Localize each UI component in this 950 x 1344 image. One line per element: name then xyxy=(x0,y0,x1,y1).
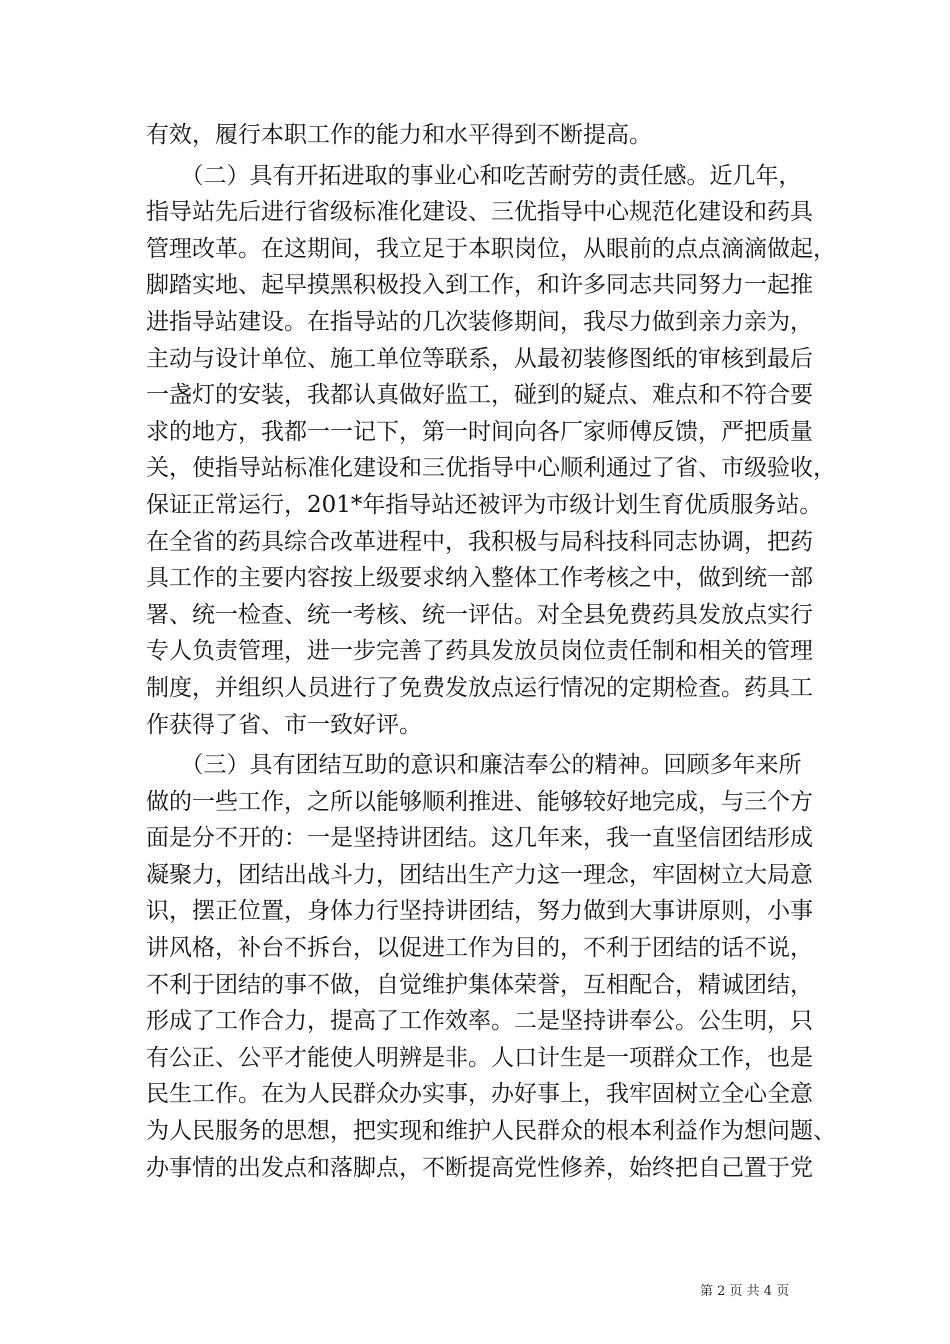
text-line: 主动与设计单位、施工单位等联系，从最初装修图纸的审核到最后 xyxy=(146,345,813,372)
text-line: 管理改革。在这期间，我立足于本职岗位，从眼前的点点滴滴做起， xyxy=(146,235,836,262)
text-line: 办事情的出发点和落脚点，不断提高党性修养，始终把自己置于党 xyxy=(146,1154,813,1181)
text-line: 为人民服务的思想，把实现和维护人民群众的根本利益作为想问题、 xyxy=(146,1118,836,1145)
text-line: 具工作的主要内容按上级要求纳入整体工作考核之中，做到统一部 xyxy=(146,565,813,592)
paragraph xyxy=(146,747,836,1186)
text-line: 不利于团结的事不做，自觉维护集体荣誉，互相配合，精诚团结， xyxy=(146,971,813,998)
text-line: 求的地方，我都一一记下，第一时间向各厂家师傅反馈，严把质量 xyxy=(146,418,813,445)
paragraph xyxy=(146,158,836,744)
text-line: 面是分不开的：一是坚持讲团结。这几年来，我一直坚信团结形成 xyxy=(146,825,813,852)
text-line: 保证正常运行，201*年指导站还被评为市级计划生育优质服务站。 xyxy=(146,491,823,518)
paragraph xyxy=(146,117,806,154)
text-line: 指导站先后进行省级标准化建设、三优指导中心规范化建设和药具 xyxy=(146,199,813,226)
text-line: （三）具有团结互助的意识和廉洁奉公的精神。回顾多年来所 xyxy=(146,752,802,779)
text-line: 凝聚力，团结出战斗力，团结出生产力这一理念，牢固树立大局意 xyxy=(146,861,813,888)
text-line: （二）具有开拓进取的事业心和吃苦耐劳的责任感。近几年， xyxy=(146,162,802,189)
text-line: 识，摆正位置，身体力行坚持讲团结，努力做到大事讲原则，小事 xyxy=(146,898,813,925)
text-line: 进指导站建设。在指导站的几次装修期间，我尽力做到亲力亲为， xyxy=(146,308,813,335)
text-line: 在全省的药具综合改革进程中，我积极与局科技科同志协调，把药 xyxy=(146,528,813,555)
text-line: 署、统一检查、统一考核、统一评估。对全县免费药具发放点实行 xyxy=(146,601,813,628)
text-line: 专人负责管理，进一步完善了药具发放员岗位责任制和相关的管理 xyxy=(146,638,813,665)
text-line: 做的一些工作，之所以能够顺利推进、能够较好地完成，与三个方 xyxy=(146,788,813,815)
body-text xyxy=(146,117,836,1186)
text-line: 民生工作。在为人民群众办实事，办好事上，我牢固树立全心全意 xyxy=(146,1081,813,1108)
text-line: 一盏灯的安装，我都认真做好监工，碰到的疑点、难点和不符合要 xyxy=(146,382,813,409)
text-line: 作获得了省、市一致好评。 xyxy=(146,711,422,738)
page-footer: 第 2 页 共 4 页 xyxy=(700,1284,790,1299)
text-line: 制度，并组织人员进行了免费发放点运行情况的定期检查。药具工 xyxy=(146,674,813,701)
text-line: 有公正、公平才能使人明辨是非。人口计生是一项群众工作，也是 xyxy=(146,1044,813,1071)
text-line: 形成了工作合力，提高了工作效率。二是坚持讲奉公。公生明，只 xyxy=(146,1008,813,1035)
text-line: 脚踏实地、起早摸黑积极投入到工作，和许多同志共同努力一起推 xyxy=(146,272,813,299)
text-line: 有效，履行本职工作的能力和水平得到不断提高。 xyxy=(146,122,652,148)
text-line: 讲风格，补台不拆台，以促进工作为目的，不利于团结的话不说， xyxy=(146,935,813,962)
text-line: 关，使指导站标准化建设和三优指导中心顺利通过了省、市级验收， xyxy=(146,455,836,482)
